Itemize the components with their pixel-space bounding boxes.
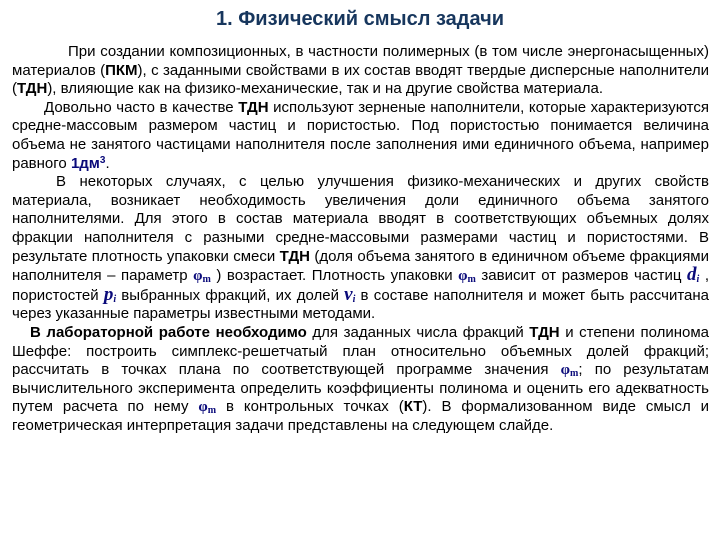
paragraph-intro xyxy=(12,43,709,99)
abbr-tdn: ТДН xyxy=(529,323,560,341)
text-fragment: ). В формализованном виде смысл и геометрическая интерпретация задачи представлены на следующем слайде. xyxy=(12,398,709,434)
text-fragment: ), влияющие как на физико-механические, так и на другие свойства материала. xyxy=(47,80,604,98)
text-fragment: (доля объема занятого в единичном объеме фракциями наполнителя – параметр xyxy=(12,247,710,285)
symbol-phi-m: $\varphi_m$ xyxy=(458,268,476,286)
paragraph-packing xyxy=(12,173,709,324)
symbol-phi-m: $\varphi_m$ xyxy=(198,399,217,417)
text-fragment: ) возрастает. Плотность упаковки xyxy=(210,267,459,285)
slide-body xyxy=(12,43,709,435)
abbr-tdn: ТДН xyxy=(279,247,310,265)
slide-title: 1. Физический смысл задачи xyxy=(216,8,504,30)
symbol-phi-m: $\varphi_m$ xyxy=(193,268,211,286)
abbr-pkm: ПКМ xyxy=(105,61,138,79)
text-fragment: для заданных числа фракций xyxy=(306,323,530,341)
text-fragment: ), с заданными свойствами в их состав вводят твердые дисперсные наполнители ( xyxy=(12,61,710,98)
text-fragment: зависит от размеров частиц xyxy=(475,267,687,285)
lab-task-lead: В лабораторной работе необходимо xyxy=(30,323,307,341)
text-fragment: и степени полинома Шеффе: построить симплекс-решетчатый план относительно объемных долей фракций; рассчитать в точках плана по соответствующей программе значения xyxy=(12,323,709,379)
text-fragment: используют зерненые наполнители, которые характеризуются средне-массовым размером частиц и пористостью. Под пористостью понимается величина объема не занятого частицами наполнителя после заполнения ими единичного объема, например равного xyxy=(12,98,709,172)
abbr-tdn: ТДН xyxy=(238,98,269,116)
symbol-phi-m: $\varphi_m$ xyxy=(560,362,579,380)
text-fragment: в составе наполнителя и может быть рассчитана через указанные параметры известными методами. xyxy=(12,286,709,323)
symbol-v-i: $v_i$ xyxy=(344,283,356,305)
text-fragment: В некоторых случаях, с целью улучшения физико-механических и других свойств материала, возникает необходимость увеличения доли единичного объема занятого наполнителями. Для этого в состав материала вводят в соответствующих объемных долях фракции наполнителя с разными средне-массовыми размерами частиц и пористостями. В результате плотность упаковки смеси xyxy=(12,173,709,265)
text-fragment: . xyxy=(105,154,110,172)
text-fragment: выбранных фракций, их долей xyxy=(116,286,345,304)
symbol-p-i: $p_i$ xyxy=(103,283,117,305)
symbol-d-i: $d_i$ xyxy=(687,264,700,286)
text-fragment: в контрольных точках ( xyxy=(216,398,404,416)
paragraph-lab-task xyxy=(12,324,709,436)
abbr-tdn: ТДН xyxy=(17,80,48,98)
text-fragment: При создании композиционных, в частности полимерных (в том числе энергонасыщенных) материалов ( xyxy=(12,43,709,79)
text-fragment: ; по результатам вычислительного эксперимента определить коэффициенты полинома и оценить его адекватность путем расчета по нему xyxy=(12,361,709,416)
paragraph-fillers xyxy=(12,99,709,173)
abbr-kt: КТ xyxy=(403,398,423,416)
unit-volume: $1дм^3$ xyxy=(70,154,106,172)
text-fragment: , пористостей xyxy=(12,267,709,304)
text-fragment: Довольно часто в качестве xyxy=(44,98,239,116)
